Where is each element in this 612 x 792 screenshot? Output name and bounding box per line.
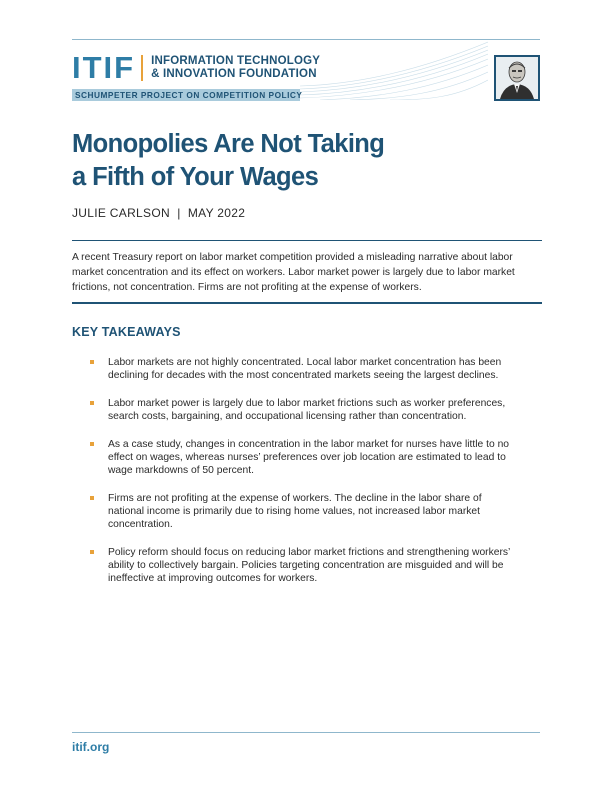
key-takeaways-list [90,356,542,600]
takeaway-item [90,356,542,382]
byline: JULIE CARLSON | MAY 2022 [72,206,246,220]
bullet-square-icon [90,401,94,405]
summary-paragraph [72,250,542,295]
takeaway-item [90,438,542,477]
summary-line: market concentration and its effect on workers. Labor market power is largely due to labor market [72,267,515,278]
takeaway-line: wage markdowns of 50 percent. [108,465,254,476]
bullet-square-icon [90,360,94,364]
takeaway-line: Firms are not profiting at the expense of workers. The decline in the labor share of [108,493,482,504]
key-takeaways-heading: KEY TAKEAWAYS [72,325,181,339]
takeaway-line: Labor markets are not highly concentrated. Local labor market concentration has been [108,357,502,368]
bullet-square-icon [90,550,94,554]
title-line-2: a Fifth of Your Wages [72,163,319,191]
takeaway-line: declining for decades with the most concentrated markets seeing the largest declines. [108,370,499,381]
takeaway-item [90,546,542,585]
takeaway-line: national income is primarily due to rising home values, not increased labor market [108,506,481,517]
logo-separator [141,55,143,81]
takeaway-line: ability to collectively bargain. Policies targeting concentration are misguided and will be [108,560,504,571]
logo-mark: ITIF [72,50,136,85]
takeaway-line: effect on wages, whereas nurses’ preferences over job location are estimated to lead to [108,452,506,463]
itif-logo [72,50,321,85]
takeaway-item [90,492,542,531]
takeaway-line: concentration. [108,519,173,530]
program-banner: SCHUMPETER PROJECT ON COMPETITION POLICY [72,89,300,101]
itif-website-link[interactable]: itif.org [72,740,110,754]
takeaway-line: Labor market power is largely due to labor market frictions such as worker preferences, [108,398,506,409]
takeaway-line: Policy reform should focus on reducing labor market frictions and strengthening workers’ [108,547,511,558]
organization-name-line-1: INFORMATION TECHNOLOGY [151,55,321,67]
schumpeter-portrait-icon [494,55,540,101]
organization-name-line-2: & INNOVATION FOUNDATION [151,68,317,80]
organization-name [151,55,320,81]
footer-rule [72,732,540,733]
takeaway-line: As a case study, changes in concentration in the labor market for nurses have little to no [108,439,510,450]
summary-line: A recent Treasury report on labor market competition provided a misleading narrative about labor [72,252,513,263]
summary-top-rule [72,240,542,241]
document-title [72,128,542,194]
summary-bottom-rule [72,302,542,304]
bullet-square-icon [90,442,94,446]
title-line-1: Monopolies Are Not Taking [72,130,385,158]
takeaway-item [90,397,542,423]
bullet-square-icon [90,496,94,500]
summary-line: frictions, not concentration. Firms are not profiting at the expense of workers. [72,282,422,293]
takeaway-line: search costs, bargaining, and occupational licensing rather than concentration. [108,411,467,422]
takeaway-line: ineffective at improving outcomes for workers. [108,573,318,584]
header-wave-decoration [300,40,488,100]
